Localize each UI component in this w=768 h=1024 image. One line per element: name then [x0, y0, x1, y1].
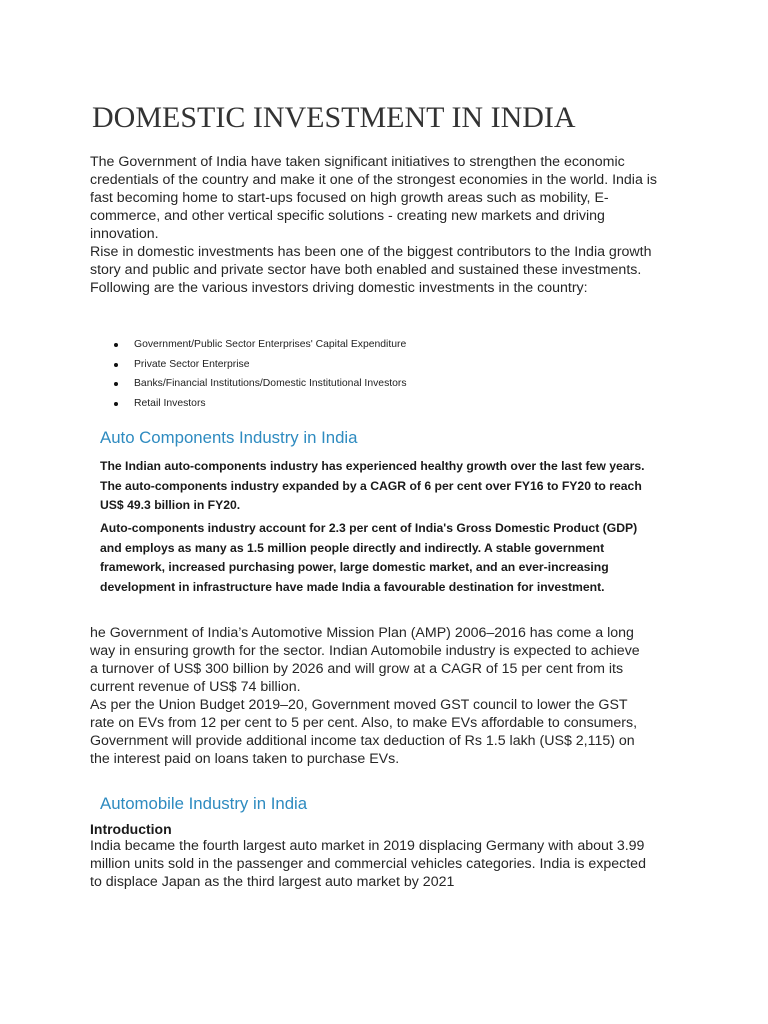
bold-paragraph: The Indian auto-components industry has experienced healthy growth over the last few years. The auto-components industry expanded by a CAGR of 6 per cent over FY16 to FY20 to reach US$ 49.3 billion in FY20. [100, 459, 645, 513]
list-item: Retail Investors [112, 394, 407, 414]
list-item: Government/Public Sector Enterprises' Capital Expenditure [112, 335, 407, 355]
bold-paragraph: Auto-components industry account for 2.3 per cent of India's Gross Domestic Product (GDP) and employs as many as 1.5 million people directly and indirectly. A stable government framework, increased purchasing power, large domestic market, and an ever-increasing development in infrastructure have made India a favourable destination for investment. [100, 521, 638, 595]
list-item: Banks/Financial Institutions/Domestic Institutional Investors [112, 374, 407, 394]
list-item: Private Sector Enterprise [112, 355, 407, 375]
section-heading-automobile: Automobile Industry in India [100, 794, 308, 813]
intro-paragraph: The Government of India have taken significant initiatives to strengthen the economic credentials of the country and make it one of the strongest economies in the world. India is fast becoming home to start-ups focused on high growth areas such as mobility, E-commerce, and other vertical specific solutions - creating new markets and driving innovation. [90, 154, 658, 242]
intro-paragraph: Rise in domestic investments has been one of the biggest contributors to the India growth story and public and private sector have both enabled and sustained these investments. Following are the various investors driving domestic investments in the country: [90, 244, 652, 296]
subheading-introduction: Introduction [90, 821, 172, 837]
body-paragraph: he Government of India’s Automotive Mission Plan (AMP) 2006–2016 has come a long way in ensuring growth for the sector. Indian Automobile industry is expected to achieve a turnover of US$ 300 billion by 2026 and will grow at a CAGR of 15 per cent from its current revenue of US$ 74 billion. [90, 625, 640, 695]
page-title: DOMESTIC INVESTMENT IN INDIA [92, 101, 576, 134]
body-paragraph: As per the Union Budget 2019–20, Government moved GST council to lower the GST rate on EVs from 12 per cent to 5 per cent. Also, to make EVs affordable to consumers, Government will provide additional income tax deduction of Rs 1.5 lakh (US$ 2,115) on the interest paid on loans taken to purchase EVs. [90, 697, 638, 767]
section-heading-auto-components: Auto Components Industry in India [100, 428, 358, 447]
body-paragraph: India became the fourth largest auto market in 2019 displacing Germany with about 3.99 million units sold in the passenger and commercial vehicles categories. India is expected to displace Japan as the third largest auto market by 2021 [90, 838, 646, 890]
investor-list [112, 335, 407, 413]
amp-text [90, 624, 650, 768]
intro-text [90, 153, 665, 297]
